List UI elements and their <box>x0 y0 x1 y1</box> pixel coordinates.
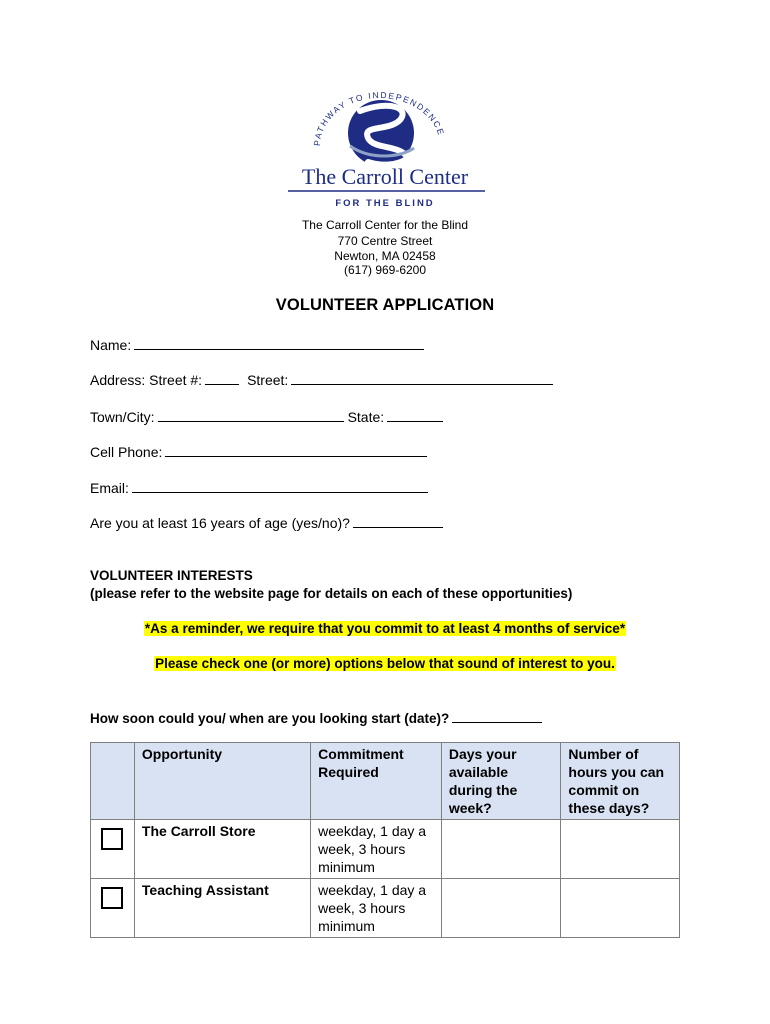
check-note <box>0 656 770 671</box>
org-name: The Carroll Center for the Blind <box>301 218 469 232</box>
hours-cell[interactable] <box>561 879 680 938</box>
reminder-note <box>0 621 770 636</box>
header-opportunity: Opportunity <box>134 743 310 820</box>
check-note-text: Please check one (or more) options below that sound of interest to you. <box>155 656 615 671</box>
age-label: Are you at least 16 years of age (yes/no)? <box>90 515 350 531</box>
start-date-line[interactable] <box>452 709 542 723</box>
age-field[interactable] <box>90 513 443 532</box>
commitment-cell: weekday, 1 day a week, 3 hours minimum <box>311 820 442 879</box>
name-field[interactable] <box>90 335 424 354</box>
carroll-store-checkbox[interactable] <box>101 828 123 850</box>
email-line[interactable] <box>132 478 428 493</box>
town-line[interactable] <box>158 407 344 422</box>
state-label: State: <box>347 409 385 425</box>
hours-cell[interactable] <box>561 820 680 879</box>
header-checkbox-col <box>91 743 135 820</box>
org-phone: (617) 969-6200 <box>343 263 427 277</box>
street-number-label: Address: Street #: <box>90 372 203 388</box>
cell-label: Cell Phone: <box>90 444 163 460</box>
page-title: VOLUNTEER APPLICATION <box>275 296 495 314</box>
org-street: 770 Centre Street <box>337 234 433 248</box>
opportunity-cell: Teaching Assistant <box>134 879 310 938</box>
town-state-field[interactable] <box>90 407 443 426</box>
street-label: Street: <box>247 372 289 388</box>
street-number-line[interactable] <box>205 370 239 385</box>
commitment-cell: weekday, 1 day a week, 3 hours minimum <box>311 879 442 938</box>
table-row <box>91 820 680 879</box>
age-line[interactable] <box>353 513 443 528</box>
name-line[interactable] <box>134 335 424 350</box>
table-row <box>91 879 680 938</box>
state-line[interactable] <box>387 407 443 422</box>
table-header-row <box>91 743 680 820</box>
email-label: Email: <box>90 480 129 496</box>
cell-phone-field[interactable] <box>90 442 427 461</box>
header-hours: Number of hours you can commit on these days? <box>561 743 680 820</box>
logo-name: The Carroll Center <box>301 164 469 189</box>
street-line[interactable] <box>291 370 553 385</box>
opportunity-cell: The Carroll Store <box>134 820 310 879</box>
name-label: Name: <box>90 337 132 353</box>
town-label: Town/City: <box>90 409 155 425</box>
interests-heading: VOLUNTEER INTERESTS <box>90 568 253 583</box>
header-days: Days your available during the week? <box>441 743 561 820</box>
opportunities-table <box>90 742 680 938</box>
days-cell[interactable] <box>441 879 561 938</box>
header-commitment: Commitment Required <box>311 743 442 820</box>
checkbox-cell <box>91 879 135 938</box>
logo-tagline: FOR THE BLIND <box>335 198 435 209</box>
reminder-text: *As a reminder, we require that you commit to at least 4 months of service* <box>144 621 626 636</box>
address-field[interactable] <box>90 370 553 389</box>
checkbox-cell <box>91 820 135 879</box>
start-date-question[interactable] <box>90 709 542 726</box>
logo-arc-text: PATHWAY TO INDEPENDENCE <box>311 89 447 147</box>
teaching-assistant-checkbox[interactable] <box>101 887 123 909</box>
cell-line[interactable] <box>165 442 427 457</box>
interests-subheading: (please refer to the website page for details on each of these opportunities) <box>90 586 573 601</box>
org-city: Newton, MA 02458 <box>334 249 436 263</box>
carroll-center-logo <box>280 88 490 213</box>
start-date-label: How soon could you/ when are you looking start (date)? <box>90 711 450 726</box>
days-cell[interactable] <box>441 820 561 879</box>
email-field[interactable] <box>90 478 428 497</box>
